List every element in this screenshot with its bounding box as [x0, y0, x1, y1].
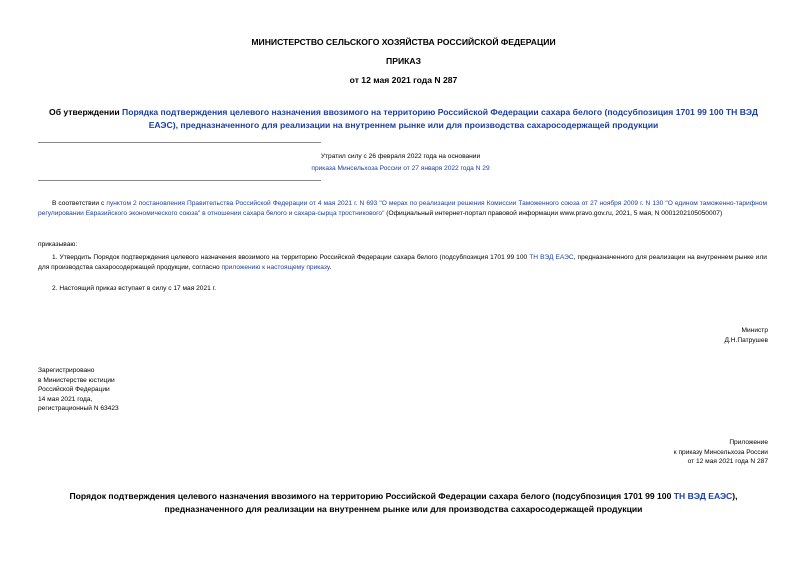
registration-line-1: Зарегистрировано: [38, 367, 95, 374]
registration-line-5: регистрационный N 63423: [38, 405, 119, 413]
procedure-title-text: Порядок подтверждения целевого назначения ввозимого на территорию Российской Федерации сахара белого (подсубпозиция 1701 99 100: [69, 491, 674, 501]
status-note-line1: Утратил силу с 26 февраля 2022 года на основании: [320, 153, 481, 160]
divider-bottom: [38, 180, 321, 181]
appendix-line-3: от 12 мая 2021 года N 287: [687, 458, 768, 466]
document-date: от 12 мая 2021 года N 287: [349, 75, 458, 85]
signature-name: Д.Н.Патрушев: [724, 336, 768, 344]
procedure-title: [20, 490, 787, 515]
order-item-1: [38, 253, 767, 272]
preamble-text-start: В соответствии с: [52, 200, 107, 207]
status-note: [38, 152, 763, 173]
registration-block: [38, 366, 119, 414]
divider-top: [38, 142, 321, 143]
signature-position: Министр: [741, 327, 768, 334]
item1-classifier-link[interactable]: ТН ВЭД ЕАЭС: [529, 254, 574, 261]
appendix-block: [674, 438, 768, 467]
item1-text-start: 1. Утвердить Порядок подтверждения целевого назначения ввозимого на территорию Российской Федерации сахара белого (подсубпозиция 1701 99 100: [52, 254, 530, 261]
title-prefix: Об утверждении: [49, 107, 123, 117]
procedure-title-close: ),: [732, 491, 738, 501]
procedure-title-link[interactable]: ТН ВЭД ЕАЭС: [673, 491, 733, 501]
procedure-title-line2: предназначенного для реализации на внутреннем рынке или для производства сахаросодержащей продукции: [164, 503, 643, 514]
document-title: [40, 106, 767, 131]
registration-line-2: в Министерстве юстиции: [38, 376, 115, 384]
preamble-text-end: (Официальный интернет-портал правовой информации www.pravo.gov.ru, 2021, 5 мая, N 0001202105050007): [384, 209, 723, 217]
registration-line-4: 14 мая 2021 года,: [38, 395, 93, 403]
appendix-line-1: Приложение: [729, 439, 768, 446]
preamble-link[interactable]: пунктом 2 постановления Правительства Российской Федерации от 4 мая 2021 г. N 693 "О мерах по реализации решения Комиссии Таможенного союза от 27 ноября 2009 г. N 130 "О едином таможенно-тарифном регулировании Евразийского экономического союза" в отношении сахара белого и сахара-сырца тростникового": [38, 200, 768, 217]
registration-line-3: Российской Федерации: [38, 386, 110, 394]
preamble-paragraph: [38, 199, 767, 218]
item1-text-end: .: [329, 263, 332, 271]
status-note-link[interactable]: приказа Минсельхоза России от 27 января 2022 года N 29: [311, 164, 490, 172]
title-link[interactable]: Порядка подтверждения целевого назначения ввозимого на территорию Российской Федерации сахара белого (подсубпозиция 1701 99 100 ТН ВЭД ЕАЭС), предназначенного для реализации на внутреннем рынке или для производства сахаросодержащей продукции: [122, 107, 758, 130]
procedure-title-line1: [20, 490, 787, 503]
ministry-name: МИНИСТЕРСТВО СЕЛЬСКОГО ХОЗЯЙСТВА РОССИЙСКОЙ ФЕДЕРАЦИИ: [251, 37, 556, 47]
item1-text-middle: , предназначенного для реализации на внутреннем рынке или для производства сахаросодержащей продукции, согласно: [38, 254, 767, 271]
appendix-line-2: к приказу Минсельхоза России: [673, 448, 768, 456]
document-type: ПРИКАЗ: [386, 56, 421, 66]
item1-appendix-link[interactable]: приложению к настоящему приказу: [221, 263, 330, 271]
order-word: приказываю:: [38, 241, 78, 248]
signature-block: [724, 326, 768, 345]
order-item-2: 2. Настоящий приказ вступает в силу с 17 мая 2021 г.: [52, 285, 217, 292]
